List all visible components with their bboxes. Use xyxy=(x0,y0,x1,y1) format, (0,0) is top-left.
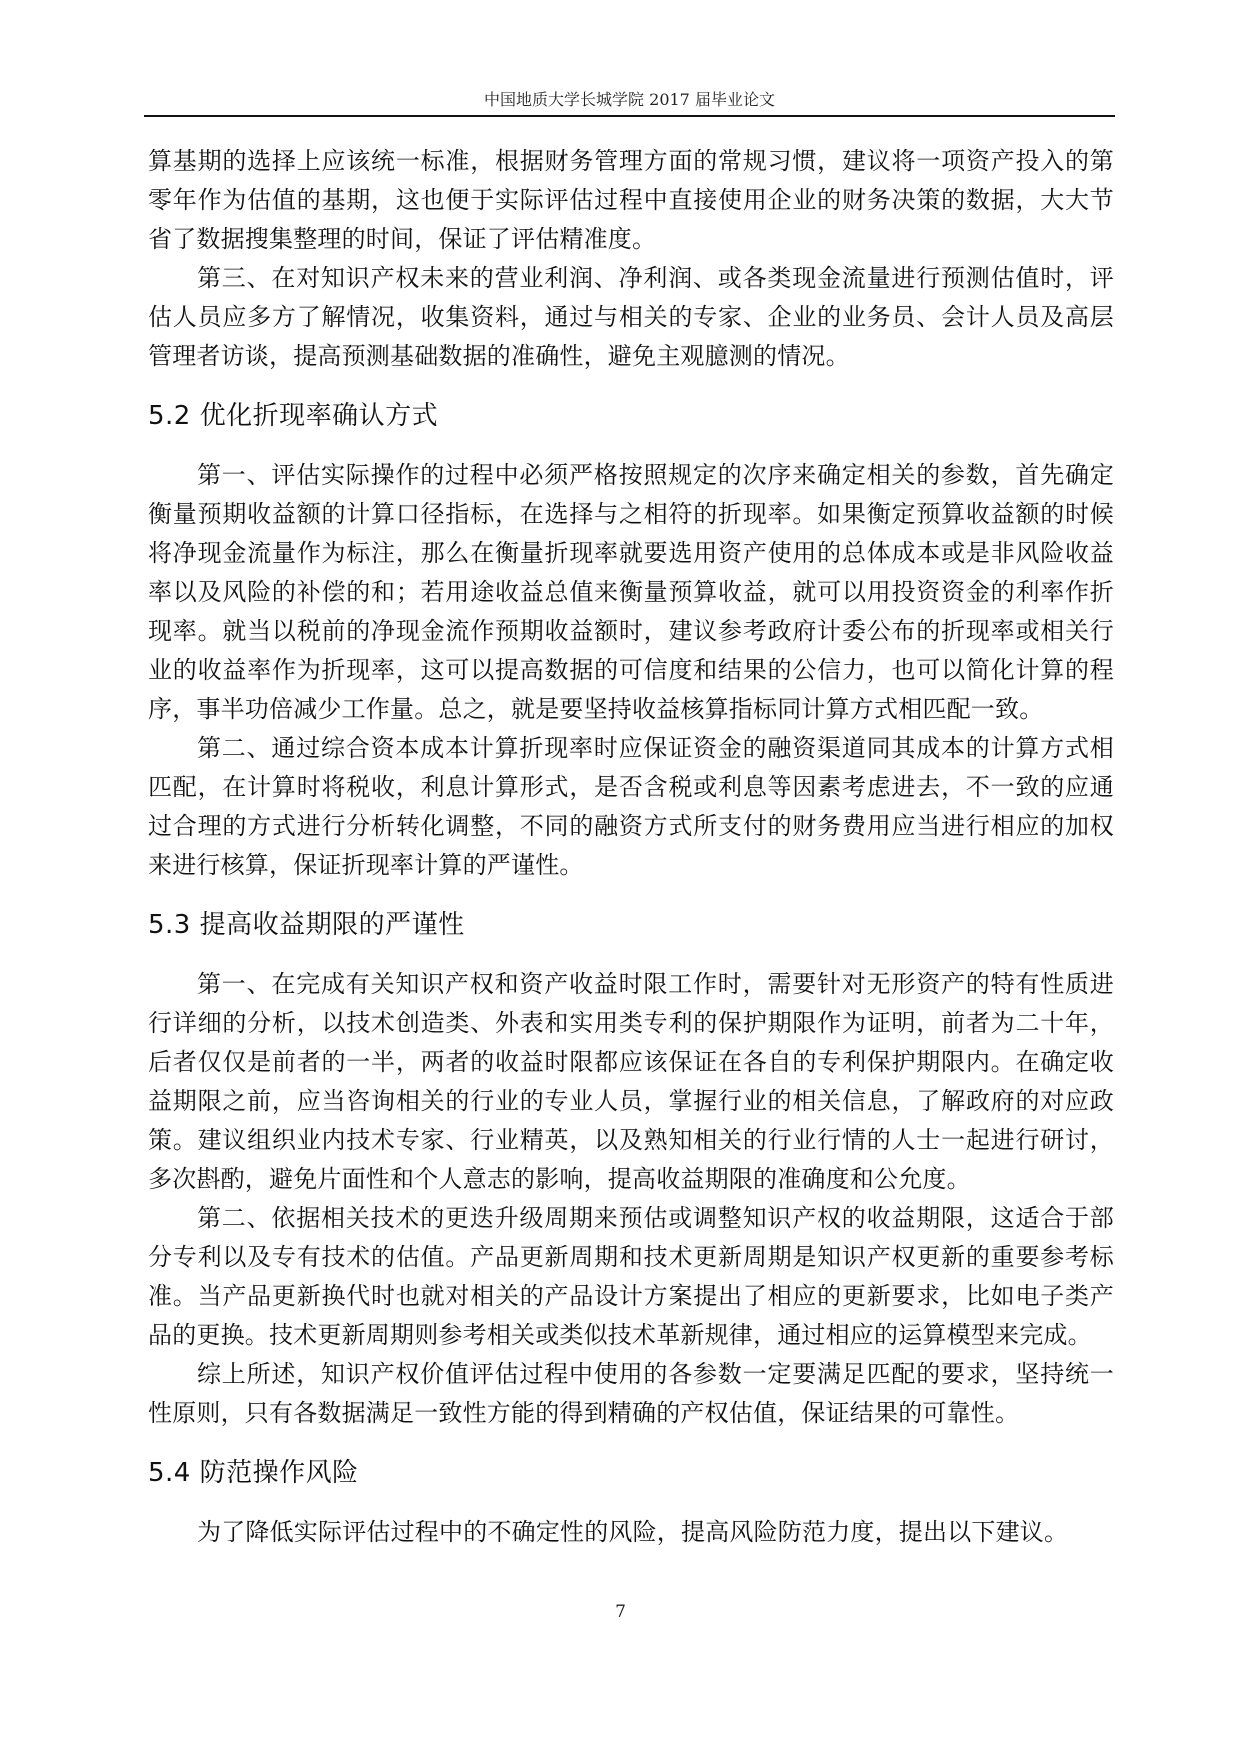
paragraph-intro-continued: 算基期的选择上应该统一标准，根据财务管理方面的常规习惯，建议将一项资产投入的第零年作为估值的基期，这也便于实际评估过程中直接使用企业的财务决策的数据，大大节省了数据搜集整理的时间，保证了评估精准度。 xyxy=(148,147,1114,253)
document-body xyxy=(148,142,1114,1552)
paragraph-5-2-second: 第二、通过综合资本成本计算折现率时应保证资金的融资渠道同其成本的计算方式相匹配，在计算时将税收，利息计算形式，是否含税或利息等因素考虑进去，不一致的应通过合理的方式进行分析转化调整，不同的融资方式所支付的财务费用应当进行相应的加权来进行核算，保证折现率计算的严谨性。 xyxy=(148,734,1114,879)
header-divider xyxy=(144,115,1115,117)
paragraph-5-3-summary: 综上所述，知识产权价值评估过程中使用的各参数一定要满足匹配的要求，坚持统一性原则，只有各数据满足一致性方能的得到精确的产权估值，保证结果的可靠性。 xyxy=(148,1360,1114,1427)
paragraph-intro-third: 第三、在对知识产权未来的营业利润、净利润、或各类现金流量进行预测估值时，评估人员应多方了解情况，收集资料，通过与相关的专家、企业的业务员、会计人员及高层管理者访谈，提高预测基础数据的准确性，避免主观臆测的情况。 xyxy=(148,264,1114,370)
section-heading-5-2: 5.2 优化折现率确认方式 xyxy=(148,401,439,431)
page-number: 7 xyxy=(615,1602,626,1622)
page-header-title: 中国地质大学长城学院 2017 届毕业论文 xyxy=(484,90,775,109)
paragraph-5-4-first: 为了降低实际评估过程中的不确定性的风险，提高风险防范力度，提出以下建议。 xyxy=(197,1518,1069,1546)
paragraph-5-3-first: 第一、在完成有关知识产权和资产收益时限工作时，需要针对无形资产的特有性质进行详细的分析，以技术创造类、外表和实用类专利的保护期限作为证明，前者为二十年，后者仅仅是前者的一半，两者的收益时限都应该保证在各自的专利保护期限内。在确定收益期限之前，应当咨询相关的行业的专业人员，掌握行业的相关信息，了解政府的对应政策。建议组织业内技术专家、行业精英，以及熟知相关的行业行情的人士一起进行研讨，多次斟酌，避免片面性和个人意志的影响，提高收益期限的准确度和公允度。 xyxy=(148,970,1114,1193)
paragraph-5-3-second: 第二、依据相关技术的更迭升级周期来预估或调整知识产权的收益期限，这适合于部分专利以及专有技术的估值。产品更新周期和技术更新周期是知识产权更新的重要参考标准。当产品更新换代时也就对相关的产品设计方案提出了相应的更新要求，比如电子类产品的更换。技术更新周期则参考相关或类似技术革新规律，通过相应的运算模型来完成。 xyxy=(148,1204,1114,1349)
section-heading-5-3: 5.3 提高收益期限的严谨性 xyxy=(148,910,465,940)
paragraph-5-2-first: 第一、评估实际操作的过程中必须严格按照规定的次序来确定相关的参数，首先确定衡量预期收益额的计算口径指标，在选择与之相符的折现率。如果衡定预算收益额的时候将净现金流量作为标注，那么在衡量折现率就要选用资产使用的总体成本或是非风险收益率以及风险的补偿的和；若用途收益总值来衡量预算收益，就可以用投资资金的利率作折现率。就当以税前的净现金流作预期收益额时，建议参考政府计委公布的折现率或相关行业的收益率作为折现率，这可以提高数据的可信度和结果的公信力，也可以简化计算的程序，事半功倍减少工作量。总之，就是要坚持收益核算指标同计算方式相匹配一致。 xyxy=(148,461,1114,723)
section-heading-5-4: 5.4 防范操作风险 xyxy=(148,1458,359,1488)
